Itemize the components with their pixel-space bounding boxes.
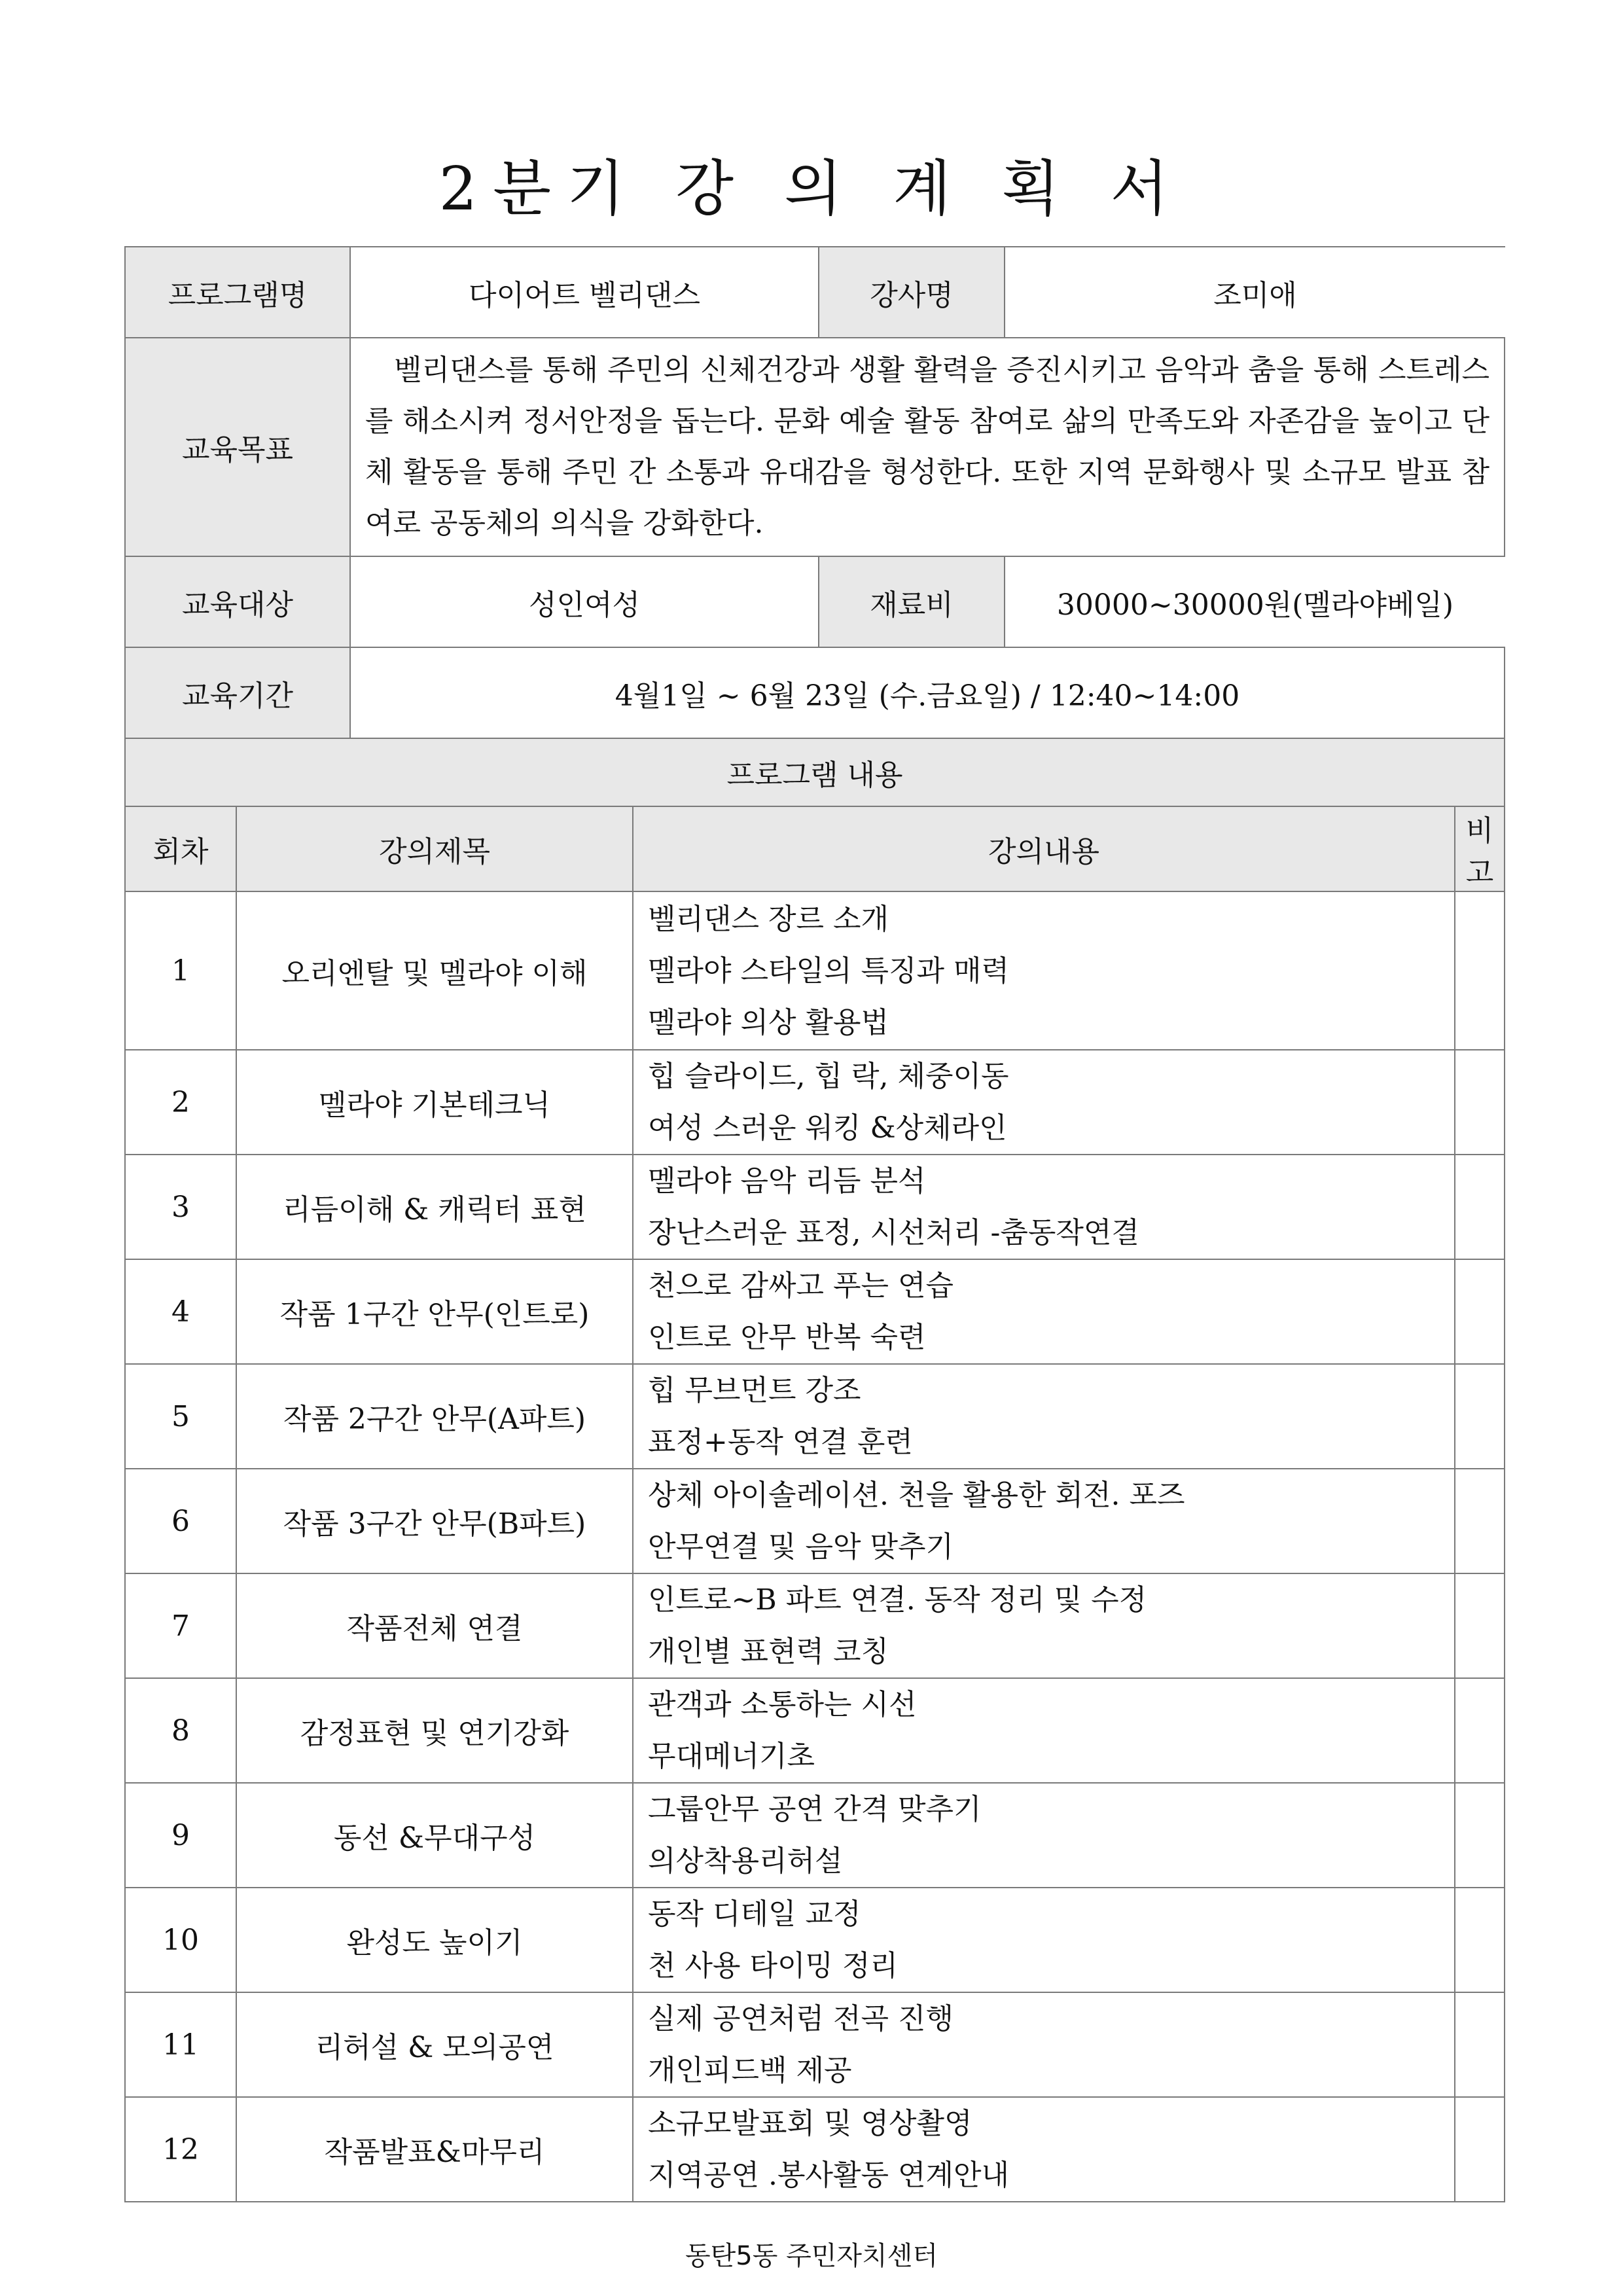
session-content-line: 안무연결 및 음악 맞추기 [648, 1530, 954, 1564]
session-content-line: 멜라야 음악 리듬 분석 [648, 1164, 926, 1198]
fee-value: 30000~30000원(멜라야베일) [1004, 557, 1505, 647]
session-row [125, 891, 1505, 1050]
plan-table-body [125, 247, 1505, 2202]
session-content-line: 인트로~B 파트 연결. 동작 정리 및 수정 [648, 1583, 1147, 1617]
session-number: 4 [125, 1259, 236, 1364]
session-content [633, 1573, 1455, 1678]
column-header-row [125, 806, 1505, 891]
session-content-line: 힙 무브먼트 강조 [648, 1374, 861, 1407]
session-content [633, 1888, 1455, 1992]
session-number: 8 [125, 1678, 236, 1783]
instructor-label: 강사명 [870, 278, 954, 312]
session-row [125, 1573, 1505, 1678]
period-value: 4월1일 ~ 6월 23일 (수.금요일) / 12:40~14:00 [350, 647, 1505, 738]
session-row [125, 1469, 1505, 1573]
session-content-line: 관객과 소통하는 시선 [648, 1688, 917, 1721]
session-title: 완성도 높이기 [236, 1888, 633, 1992]
session-content [633, 1364, 1455, 1469]
session-content-line: 멜라야 의상 활용법 [648, 1005, 889, 1039]
session-number: 9 [125, 1783, 236, 1888]
session-number: 10 [125, 1888, 236, 1992]
session-content-line: 힙 슬라이드, 힙 락, 체중이동 [648, 1060, 1009, 1093]
fee-label: 재료비 [870, 588, 954, 622]
session-note [1455, 1364, 1505, 1469]
session-title: 작품 3구간 안무(B파트) [236, 1469, 633, 1573]
session-content-line: 지역공연 .봉사활동 연계안내 [648, 2159, 1010, 2192]
session-content [633, 1469, 1455, 1573]
session-row [125, 1364, 1505, 1469]
session-title: 작품 2구간 안무(A파트) [236, 1364, 633, 1469]
period-label: 교육기간 [125, 647, 350, 738]
program-section-title: 프로그램 내용 [125, 738, 1505, 806]
session-row [125, 1783, 1505, 1888]
session-number: 12 [125, 2097, 236, 2202]
session-content-line: 무대메너기초 [648, 1740, 815, 1773]
program-row [125, 247, 1505, 338]
session-content [633, 1259, 1455, 1364]
period-row [125, 647, 1505, 738]
session-row [125, 1992, 1505, 2097]
session-note [1455, 1259, 1505, 1364]
column-header-session: 회차 [125, 806, 236, 891]
lecture-plan-table [124, 246, 1505, 2202]
session-content-line: 천 사용 타이밍 정리 [648, 1949, 898, 1982]
session-row [125, 1678, 1505, 1783]
session-number: 7 [125, 1573, 236, 1678]
session-note [1455, 1888, 1505, 1992]
target-value: 성인여성 [350, 556, 819, 647]
program-value: 다이어트 벨리댄스 [350, 247, 819, 338]
session-content [633, 1155, 1455, 1259]
session-row [125, 1155, 1505, 1259]
session-content-line: 멜라야 스타일의 특징과 매력 [648, 954, 1010, 988]
session-number: 3 [125, 1155, 236, 1259]
session-content-line: 천으로 감싸고 푸는 연습 [648, 1269, 954, 1302]
column-header-title: 강의제목 [236, 806, 633, 891]
session-number: 2 [125, 1050, 236, 1155]
session-title: 작품 1구간 안무(인트로) [236, 1259, 633, 1364]
instructor-value: 조미애 [1004, 247, 1505, 337]
program-section-row [125, 738, 1505, 806]
session-content-line: 소규모발표회 및 영상촬영 [648, 2107, 972, 2140]
target-label: 교육대상 [125, 556, 350, 647]
session-note [1455, 1573, 1505, 1678]
session-note [1455, 1783, 1505, 1888]
session-content [633, 1783, 1455, 1888]
session-note [1455, 1155, 1505, 1259]
goal-row [125, 338, 1505, 556]
session-row [125, 1050, 1505, 1155]
session-content-line: 개인별 표현력 코칭 [648, 1635, 889, 1668]
target-row [125, 556, 1505, 647]
session-content-line: 그룹안무 공연 간격 맞추기 [648, 1793, 982, 1826]
session-note [1455, 1050, 1505, 1155]
session-note [1455, 2097, 1505, 2202]
document-title: 2분기 강 의 계 획 서 [438, 154, 1185, 224]
goal-text: 벨리댄스를 통해 주민의 신체건강과 생활 활력을 증진시키고 음악과 춤을 통해 스트레스를 해소시켜 정서안정을 돕는다. 문화 예술 활동 참여로 삶의 만족도와 자존감을 높이고 단체 활동을 통해 주민 간 소통과 유대감을 형성한다. 또한 지역 문화행사 및 소규모 발표 참여로 공동체의 의식을 강화한다. [365, 353, 1489, 540]
session-number: 5 [125, 1364, 236, 1469]
session-number: 1 [125, 891, 236, 1050]
session-content-line: 장난스러운 표정, 시선처리 -춤동작연결 [648, 1216, 1139, 1249]
session-number: 11 [125, 1992, 236, 2097]
session-title: 오리엔탈 및 멜라야 이해 [236, 891, 633, 1050]
session-content-line: 개인피드백 제공 [648, 2054, 852, 2087]
session-content-line: 동작 디테일 교정 [648, 1897, 861, 1931]
session-row [125, 1888, 1505, 1992]
session-content [633, 891, 1455, 1050]
instructor-label-cell [819, 247, 1455, 338]
session-content-line: 벨리댄스 장르 소개 [648, 902, 889, 936]
program-label: 프로그램명 [125, 247, 350, 338]
session-note [1455, 1678, 1505, 1783]
session-content [633, 1678, 1455, 1783]
session-title: 작품전체 연결 [236, 1573, 633, 1678]
session-content [633, 2097, 1455, 2202]
session-row [125, 1259, 1505, 1364]
session-title: 작품발표&마무리 [236, 2097, 633, 2202]
session-number: 6 [125, 1469, 236, 1573]
footer-organization: 동탄5동 주민자치센터 [685, 2241, 938, 2271]
session-title: 감정표현 및 연기강화 [236, 1678, 633, 1783]
session-note [1455, 1992, 1505, 2097]
goal-cell [350, 338, 1505, 556]
session-title: 리허설 & 모의공연 [236, 1992, 633, 2097]
goal-label: 교육목표 [125, 338, 350, 556]
session-content-line: 여성 스러운 워킹 &상체라인 [648, 1111, 1007, 1145]
session-content-line: 실제 공연처럼 전곡 진행 [648, 2002, 954, 2036]
session-title: 멜라야 기본테크닉 [236, 1050, 633, 1155]
session-content [633, 1992, 1455, 2097]
session-title: 리듬이해 & 캐릭터 표현 [236, 1155, 633, 1259]
session-note [1455, 1469, 1505, 1573]
session-note [1455, 891, 1505, 1050]
column-header-content: 강의내용 [633, 806, 1455, 891]
session-row [125, 2097, 1505, 2202]
session-content-line: 상체 아이솔레이션. 천을 활용한 회전. 포즈 [648, 1479, 1185, 1512]
fee-label-cell [819, 556, 1455, 647]
column-header-note: 비고 [1455, 806, 1505, 891]
session-content-line: 인트로 안무 반복 숙련 [648, 1321, 926, 1354]
session-title: 동선 &무대구성 [236, 1783, 633, 1888]
session-content-line: 의상착용리허설 [648, 1844, 843, 1878]
session-content-line: 표정+동작 연결 훈련 [648, 1426, 913, 1459]
session-content [633, 1050, 1455, 1155]
